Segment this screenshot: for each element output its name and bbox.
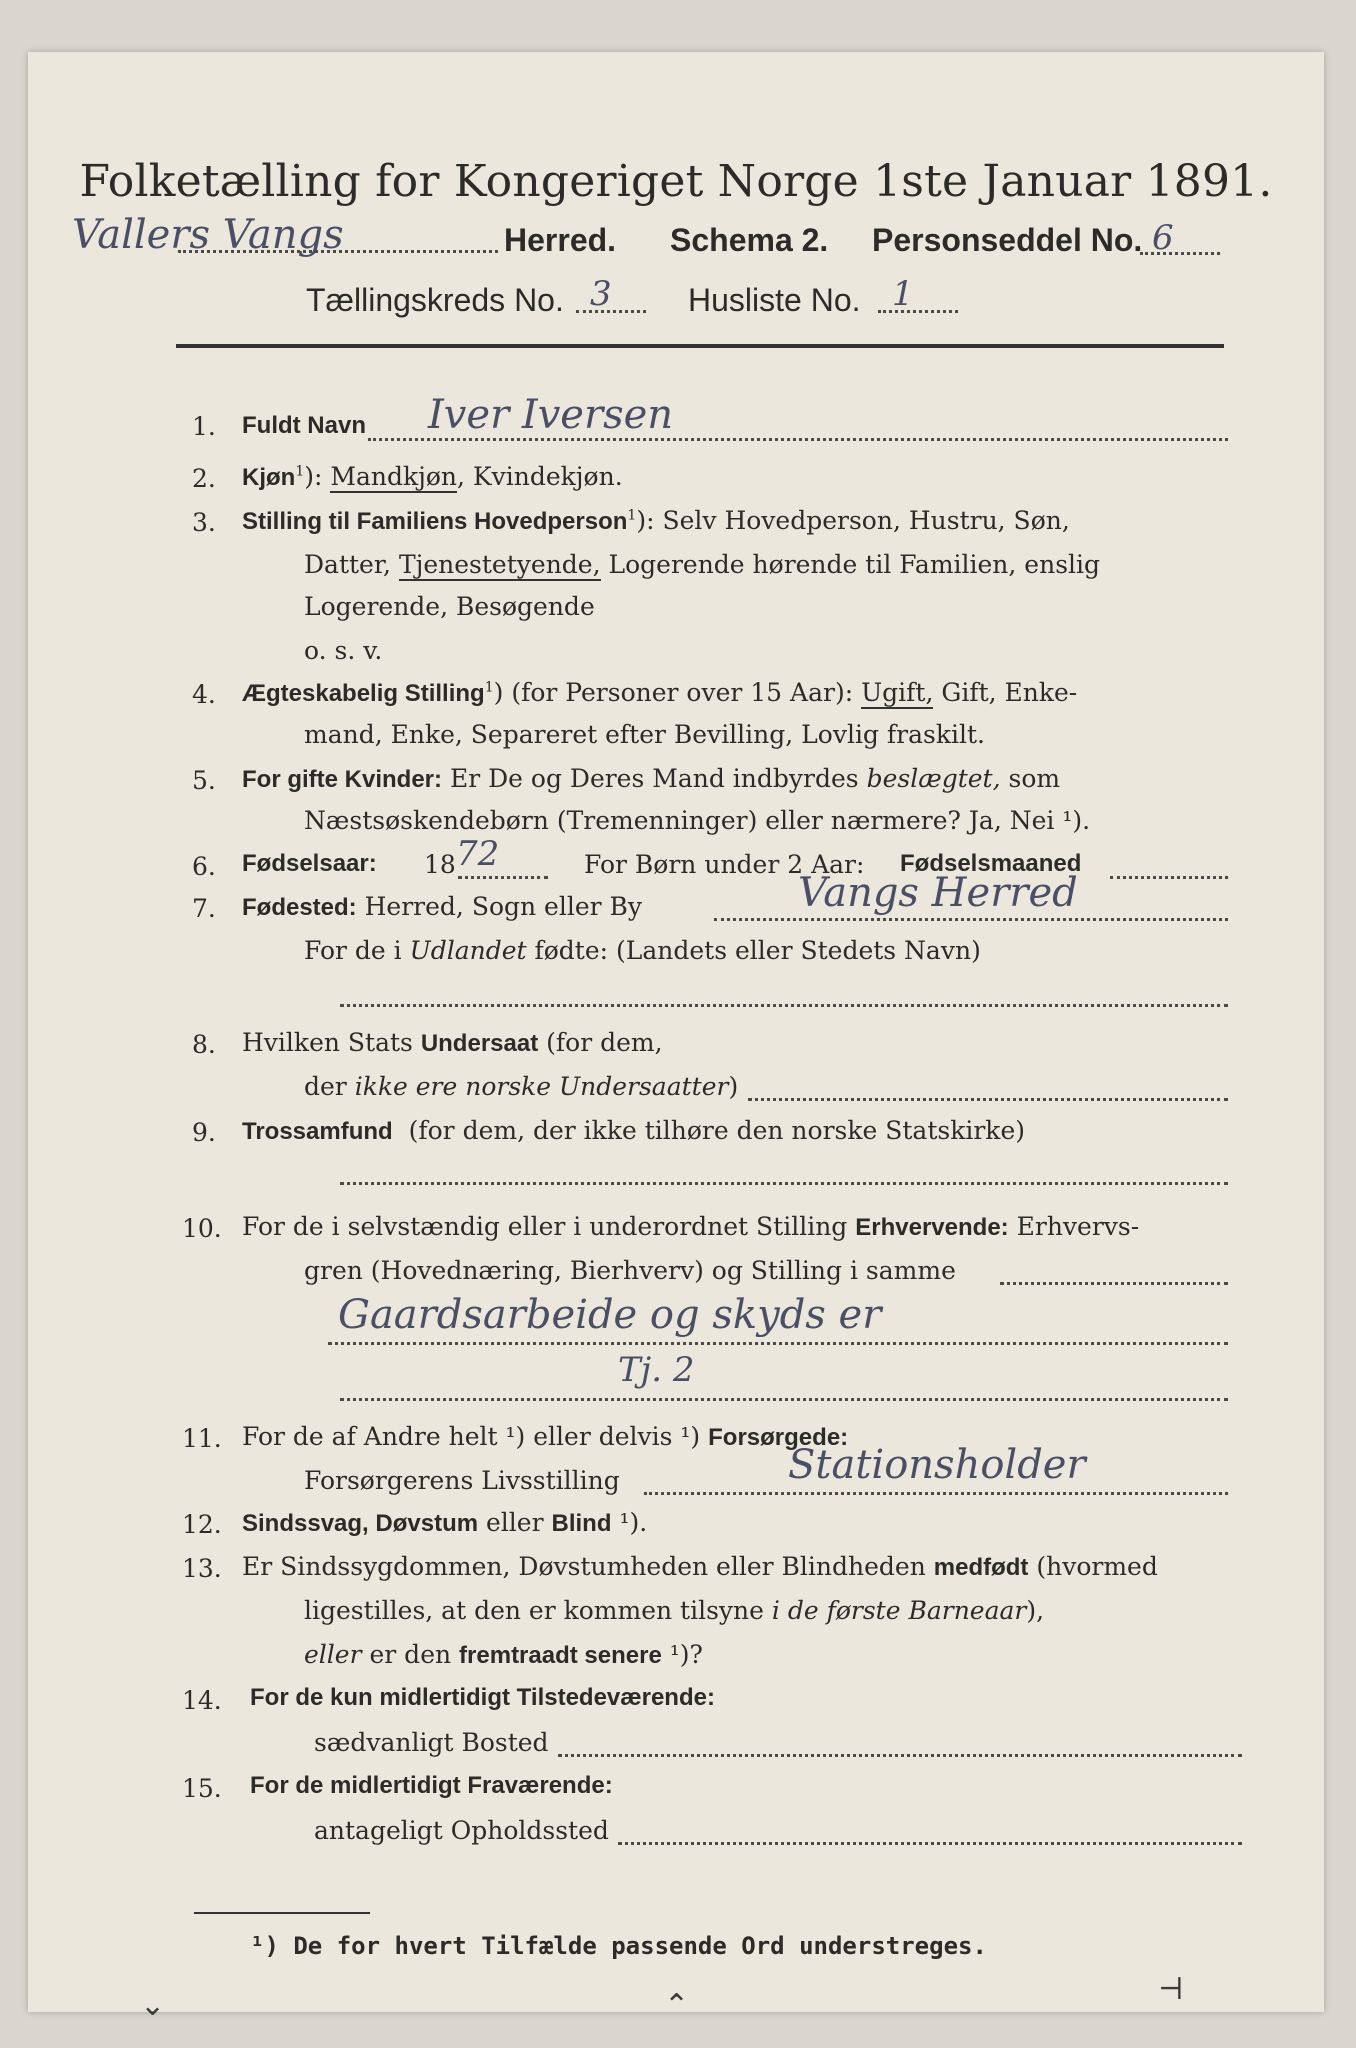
form-title: Folketælling for Kongeriget Norge 1ste Januar 1891.	[79, 156, 1273, 207]
q8-number: 8.	[192, 1030, 216, 1059]
footnote-text: ¹) De for hvert Tilfælde passende Ord understreges.	[250, 1932, 987, 1960]
q11-line1	[242, 1422, 848, 1452]
q13-line1-a: Er Sindssygdommen, Døvstumheden eller Blindheden	[242, 1552, 934, 1581]
q3-line2	[304, 550, 1100, 579]
q13-line3-a: er den	[361, 1640, 460, 1669]
q10-line1	[242, 1212, 1139, 1242]
q1-dotted-line	[368, 438, 1228, 441]
q8-line1	[242, 1028, 663, 1058]
q13-number: 13.	[182, 1554, 222, 1583]
q4-line1-b: Gift, Enke-	[933, 678, 1078, 707]
q12-label2: Blind	[551, 1510, 612, 1537]
q13-line2-italic: i de første Barneaar	[771, 1596, 1027, 1625]
q13-line2-a: ligestilles, at den er kommen tilsyne	[304, 1596, 772, 1625]
q5-line1-italic: beslægtet,	[866, 764, 1001, 793]
q10-line1-a: For de i selvstændig eller i underordnet Stilling	[242, 1212, 856, 1241]
q5-line1-b: som	[1000, 764, 1061, 793]
q9-line	[242, 1116, 1025, 1146]
q4-line1	[242, 678, 1077, 708]
q13-line2	[304, 1596, 1044, 1625]
q4-line1-a: ) (for Personer over 15 Aar):	[493, 678, 862, 707]
kreds-label: Tællingskreds No.	[306, 282, 564, 318]
pencil-mark-icon: ⌃	[664, 1988, 690, 2023]
husliste-value: 1	[892, 274, 914, 314]
q3-line4: o. s. v.	[304, 636, 383, 665]
q2-number: 2.	[192, 464, 216, 493]
q3-sup: 1	[627, 507, 637, 524]
q7-line1	[242, 892, 642, 922]
q4-number: 4.	[192, 680, 216, 709]
q6-label2: Fødselsmaaned	[900, 850, 1082, 877]
q3-number: 3.	[192, 508, 216, 537]
q2-rest-a: ):	[304, 462, 331, 491]
q8-line2-a: der	[304, 1072, 355, 1101]
q9-label: Trossamfund	[242, 1118, 393, 1145]
q4-sup: 1	[484, 679, 494, 696]
q7-line2-a: For de i	[304, 936, 410, 965]
q2-line	[242, 462, 623, 492]
q10-line2: gren (Hovednæring, Bierhverv) og Stilling i samme	[304, 1256, 956, 1285]
q12-rest: ¹).	[611, 1508, 648, 1537]
q7-label: Fødested:	[242, 894, 357, 921]
q2-sup: 1	[295, 463, 305, 480]
q11-line2: Forsørgerens Livsstilling	[304, 1466, 620, 1495]
q1-name-value: Iver Iversen	[428, 392, 674, 438]
q8-line1-bold: Undersaat	[420, 1030, 539, 1057]
q15-dotted-line	[618, 1842, 1242, 1845]
q9-rest: (for dem, der ikke tilhøre den norske Statskirke)	[408, 1116, 1025, 1145]
q11-line1-bold: Forsørgede:	[708, 1424, 849, 1451]
pencil-mark-icon: ⊣	[1158, 1972, 1184, 2007]
q6-number: 6.	[192, 852, 216, 881]
q13-line1-c: (hvormed	[1028, 1552, 1158, 1581]
kreds-value: 3	[590, 274, 612, 314]
q5-line2: Næstsøskendebørn (Tremenninger) eller nærmere? Ja, Nei ¹).	[304, 806, 1091, 835]
q11-number: 11.	[182, 1424, 222, 1453]
q1-number: 1.	[192, 412, 216, 441]
q5-number: 5.	[192, 766, 216, 795]
q13-line1	[242, 1552, 1158, 1582]
q8-dotted-line	[748, 1098, 1228, 1101]
q7-line2-b: fødte: (Landets eller Stedets Navn)	[526, 936, 981, 965]
q5-line1-a: Er De og Deres Mand indbyrdes	[442, 764, 867, 793]
q10-occupation-value: Gaardsarbeide og skyds er	[338, 1292, 882, 1338]
q7-dotted-line	[714, 918, 1228, 921]
personseddel-label: Personseddel No.	[872, 222, 1143, 258]
q10-occupation-value2: Tj. 2	[618, 1350, 695, 1390]
q6-rest: For Børn under 2 Aar:	[584, 850, 865, 879]
personseddel-dotted-line	[1140, 252, 1220, 255]
q9-dotted-line	[340, 1182, 1228, 1185]
q8-line2-italic: ikke ere norske Undersaatter	[354, 1072, 729, 1101]
footnote-rule	[194, 1912, 370, 1914]
q12-label: Sindssvag, Døvstum	[242, 1510, 479, 1537]
q1-label: Fuldt Navn	[242, 412, 366, 439]
q8-line1-a: Hvilken Stats	[242, 1028, 421, 1057]
q12-mid: eller	[478, 1508, 552, 1537]
q2-option-mandkjon: Mandkjøn	[330, 462, 458, 491]
q5-line1	[242, 764, 1060, 794]
q13-line2-b: ),	[1026, 1596, 1045, 1625]
q6-month-dotted-line	[1110, 876, 1228, 879]
q10-line1-bold: Erhvervende:	[855, 1214, 1009, 1241]
herred-label: Herred.	[504, 222, 617, 258]
q14-label: For de kun midlertidigt Tilstedeværende:	[250, 1684, 715, 1711]
q7-abroad-dotted-line	[340, 1004, 1228, 1007]
q14-dotted-line	[558, 1754, 1242, 1757]
q10-line1-c: Erhvervs-	[1008, 1212, 1140, 1241]
q3-line1-rest: ): Selv Hovedperson, Hustru, Søn,	[636, 506, 1070, 535]
pencil-mark-icon: ⌄	[140, 1988, 166, 2023]
q2-rest-b: , Kvindekjøn.	[457, 462, 623, 491]
q7-number: 7.	[192, 894, 216, 923]
herred-dotted-line	[178, 250, 498, 253]
q6-label: Fødselsaar:	[242, 850, 377, 877]
q8-line1-c: (for dem,	[538, 1028, 663, 1057]
husliste-dotted-line	[878, 310, 958, 313]
q5-label: For gifte Kvinder:	[242, 766, 443, 793]
q10-value1-dotted-line	[328, 1342, 1228, 1345]
q11-line1-a: For de af Andre helt ¹) eller delvis ¹)	[242, 1422, 709, 1451]
q9-number: 9.	[192, 1118, 216, 1147]
q10-value2-dotted-line	[340, 1398, 1228, 1401]
q10-line2-dotted-line	[1000, 1282, 1228, 1285]
q7-line1-rest: Herred, Sogn eller By	[364, 892, 643, 921]
q14-line2: sædvanligt Bosted	[314, 1728, 549, 1757]
personseddel-value: 6	[1152, 218, 1174, 258]
q3-label: Stilling til Familiens Hovedperson	[242, 508, 628, 535]
q3-line2-b: Logerende hørende til Familien, enslig	[600, 550, 1101, 579]
q11-provider-value: Stationsholder	[788, 1442, 1086, 1488]
kreds-dotted-line	[576, 310, 646, 313]
q13-line3-bold: fremtraadt senere	[459, 1642, 662, 1669]
schema-label: Schema 2.	[670, 222, 829, 258]
husliste-label: Husliste No.	[688, 282, 861, 318]
q6-year-value: 72	[456, 834, 500, 874]
q8-line2	[304, 1072, 738, 1101]
q12-number: 12.	[182, 1510, 222, 1539]
q10-number: 10.	[182, 1214, 222, 1243]
q14-number: 14.	[182, 1686, 222, 1715]
q12-line	[242, 1508, 647, 1538]
herred-value: Vallers Vangs	[72, 212, 344, 258]
q13-line3	[304, 1640, 703, 1670]
q13-line3-c: ¹)?	[661, 1640, 703, 1669]
header-rule	[176, 344, 1224, 348]
q3-option-tjenestetyende: Tjenestetyende,	[398, 550, 601, 579]
q15-label: For de midlertidigt Fraværende:	[250, 1772, 613, 1799]
q4-option-ugift: Ugift,	[861, 678, 934, 707]
q7-line2	[304, 936, 981, 965]
q15-line2: antageligt Opholdssted	[314, 1816, 609, 1845]
q13-line3-italic: eller	[304, 1640, 362, 1669]
q3-line3: Logerende, Besøgende	[304, 592, 595, 621]
q15-number: 15.	[182, 1774, 222, 1803]
q11-dotted-line	[644, 1492, 1228, 1495]
q8-line2-b: )	[728, 1072, 739, 1101]
q13-line1-bold: medfødt	[933, 1554, 1029, 1581]
q7-birthplace-value: Vangs Herred	[798, 870, 1078, 916]
q3-line1	[242, 506, 1070, 536]
q2-label: Kjøn	[242, 464, 296, 491]
q4-label: Ægteskabelig Stilling	[242, 680, 485, 707]
q7-line2-italic: Udlandet	[409, 936, 527, 965]
q4-line2: mand, Enke, Separeret efter Bevilling, Lovlig fraskilt.	[304, 720, 985, 749]
census-form-page	[28, 52, 1324, 2023]
q3-line2-a: Datter,	[304, 550, 399, 579]
q6-prefix: 18	[424, 850, 456, 879]
q6-dotted-line	[458, 876, 548, 879]
